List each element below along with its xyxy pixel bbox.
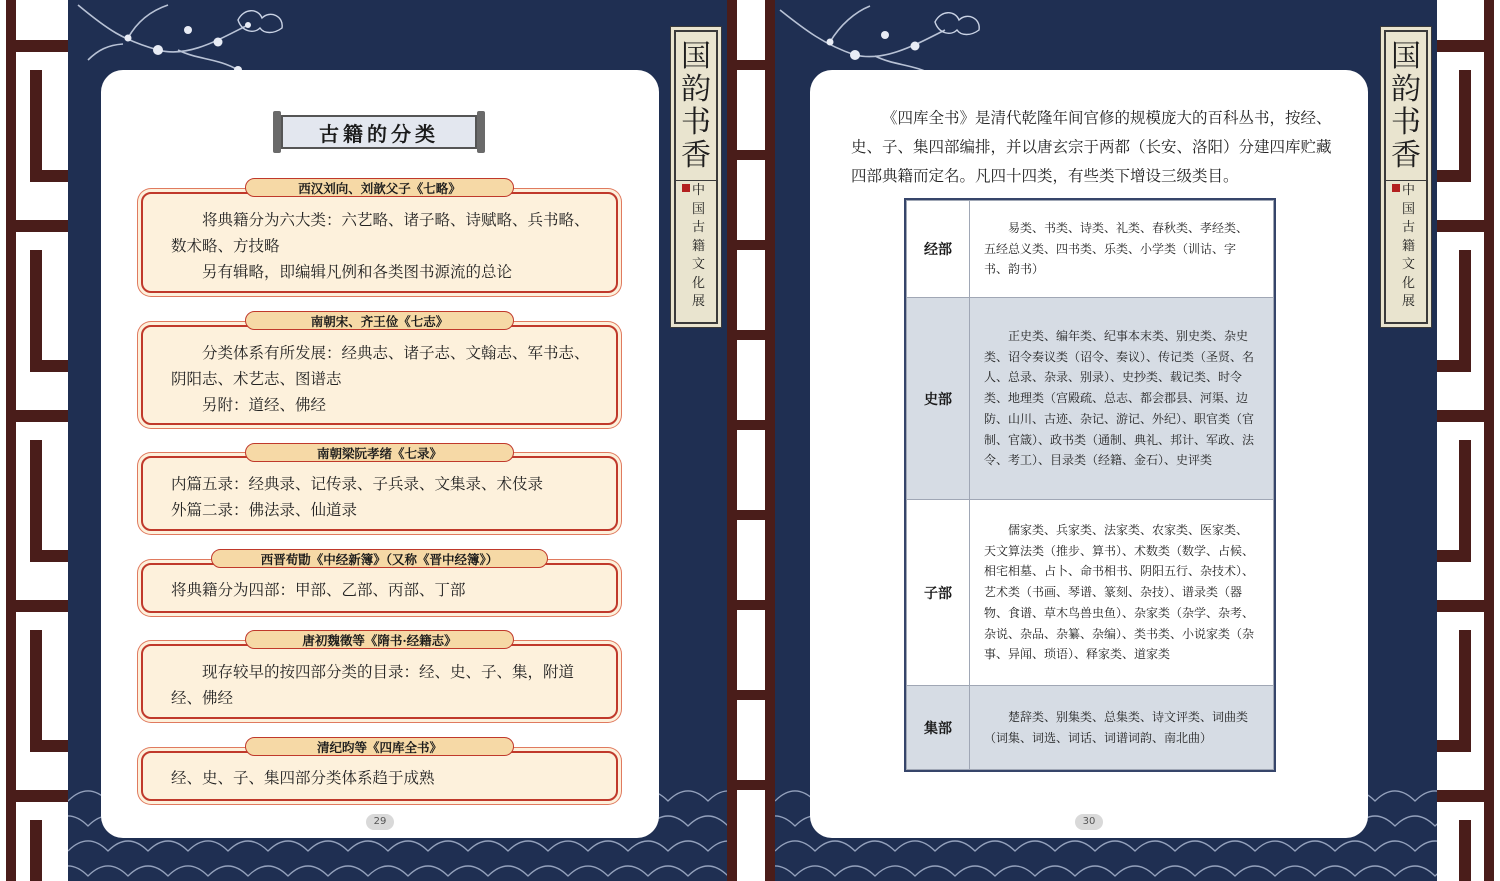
badge-subtitle-char: 文 <box>692 257 706 272</box>
classification-line: 经、史、子、集四部分类体系趋于成熟 <box>171 769 435 787</box>
intro-text: 《四库全书》是清代乾隆年间官修的规模庞大的百科丛书，按经、史、子、集四部编排，并以唐玄宗于两都（长安、洛阳）分建四库贮藏四部典籍而定名。凡四十四类，有些类下增设三级类目。 <box>851 109 1332 185</box>
badge-title-char: 香 <box>1391 138 1421 173</box>
classification-tag: 西汉刘向、刘歆父子《七略》 <box>245 178 514 197</box>
classification-tag: 唐初魏徵等《隋书·经籍志》 <box>245 630 514 649</box>
classification-text <box>171 577 596 603</box>
badge-title-char: 香 <box>681 138 711 173</box>
badge-subtitle-char: 中 <box>692 183 706 198</box>
classification-tag: 清纪昀等《四库全书》 <box>245 737 514 756</box>
badge-subtitle-char: 化 <box>692 275 706 291</box>
table-section-label: 子部 <box>907 500 970 686</box>
badge-subtitle <box>676 182 716 322</box>
page-title: 古籍的分类 <box>319 121 439 146</box>
badge-subtitle-char: 籍 <box>692 238 706 254</box>
table-section-content: 易类、书类、诗类、礼类、春秋类、孝经类、五经总义类、四书类、乐类、小学类（训诂、字书、韵书） <box>970 201 1274 298</box>
badge-subtitle-char: 中 <box>1402 183 1416 198</box>
table-section-content: 正史类、编年类、纪事本末类、别史类、杂史类、诏令奏议类（诏令、奏议）、传记类（圣贤、名人、总录、杂录、别录）、史抄类、载记类、时令类、地理类（宫殿疏、总志、都会郡县、河渠、边防、山川、古迹、杂记、游记、外纪）、职官类（官制、官箴）、政书类（通制、典礼、邦计、军政、法令、考工）、目录类（经籍、金石）、史评类 <box>970 298 1274 500</box>
page-number: 30 <box>1075 814 1103 830</box>
table-section-label: 集部 <box>907 686 970 770</box>
table-section-content: 楚辞类、别集类、总集类、诗文评类、词曲类（词集、词选、词话、词谱词韵、南北曲） <box>970 686 1274 770</box>
classification-line: 外篇二录：佛法录、仙道录 <box>171 501 358 519</box>
badge-subtitle-char: 展 <box>692 294 706 309</box>
classification-box <box>141 644 618 719</box>
fret-lattice-border-icon <box>1437 0 1500 881</box>
badge-subtitle-char: 文 <box>1402 257 1416 272</box>
badge-title-char: 国 <box>681 39 711 74</box>
badge-title <box>676 32 716 181</box>
intro-paragraph <box>851 104 1335 191</box>
classification-box <box>141 751 618 801</box>
badge-subtitle-char: 古 <box>692 220 706 235</box>
badge-subtitle-char: 国 <box>1402 201 1416 217</box>
classification-line: 另有辑略，即编辑凡例和各类图书源流的总论 <box>202 263 513 281</box>
classification-line: 现存较早的按四部分类的目录：经、史、子、集，附道经、佛经 <box>171 663 575 707</box>
classification-box <box>141 325 618 425</box>
badge-title-char: 书 <box>681 105 711 140</box>
badge-subtitle-char: 古 <box>1402 220 1416 235</box>
classification-text <box>171 765 596 791</box>
classification-text <box>171 471 596 523</box>
exhibition-badge <box>674 30 718 324</box>
classification-line: 将典籍分为四部：甲部、乙部、丙部、丁部 <box>171 581 466 599</box>
section-title-scroll <box>273 111 485 153</box>
classification-line: 内篇五录：经典录、记传录、子兵录、文集录、术伎录 <box>171 475 544 493</box>
table-row <box>907 500 1274 686</box>
table-section-label: 史部 <box>907 298 970 500</box>
badge-subtitle <box>1386 182 1426 322</box>
classification-tag: 南朝梁阮孝绪《七录》 <box>245 443 514 462</box>
title-plaque <box>281 115 477 149</box>
classification-tag: 南朝宋、齐王俭《七志》 <box>245 311 514 330</box>
badge-title-char: 韵 <box>681 72 711 107</box>
table-row <box>907 298 1274 500</box>
classification-tag: 西晋荀勖《中经新簿》（又称《晋中经簿》） <box>211 549 548 568</box>
badge-title-char: 国 <box>1391 39 1421 74</box>
siku-category-table <box>906 200 1274 770</box>
badge-title <box>1386 32 1426 181</box>
table-section-label: 经部 <box>907 201 970 298</box>
classification-line: 分类体系有所发展：经典志、诸子志、文翰志、军书志、阴阳志、术艺志、图谱志 <box>171 344 590 388</box>
scroll-rod-left <box>273 111 281 153</box>
badge-subtitle-char: 展 <box>1402 294 1416 309</box>
classification-line: 将典籍分为六大类：六艺略、诸子略、诗赋略、兵书略、数术略、方技略 <box>171 211 590 255</box>
fret-lattice-border-icon <box>727 0 775 881</box>
badge-title-char: 书 <box>1391 105 1421 140</box>
badge-title-char: 韵 <box>1391 72 1421 107</box>
classification-box <box>141 563 618 613</box>
classification-text <box>171 659 596 711</box>
fret-lattice-border-icon <box>0 0 68 881</box>
badge-subtitle-char: 籍 <box>1402 238 1416 254</box>
scroll-rod-right <box>477 111 485 153</box>
badge-subtitle-char: 国 <box>692 201 706 217</box>
cloud-ornament-icon <box>238 11 282 33</box>
exhibition-badge <box>1384 30 1428 324</box>
classification-text <box>171 207 596 285</box>
table-row <box>907 686 1274 770</box>
classification-line: 另附：道经、佛经 <box>202 396 327 414</box>
classification-box <box>141 456 618 531</box>
classification-box <box>141 192 618 293</box>
table-section-content: 儒家类、兵家类、法家类、农家类、医家类、天文算法类（推步、算书）、术数类（数学、占候、相宅相墓、占卜、命书相书、阴阳五行、杂技术）、艺术类（书画、琴谱、篆刻、杂技）、谱录类（器物、食谱、草木鸟兽虫鱼）、杂家类（杂学、杂考、杂说、杂品、杂纂、杂编）、类书类、小说家类（杂事、异闻、琐语）、释家类、道家类 <box>970 500 1274 686</box>
badge-subtitle-char: 化 <box>1402 275 1416 291</box>
table-row <box>907 201 1274 298</box>
classification-text <box>171 340 596 418</box>
page-number: 29 <box>366 814 394 830</box>
